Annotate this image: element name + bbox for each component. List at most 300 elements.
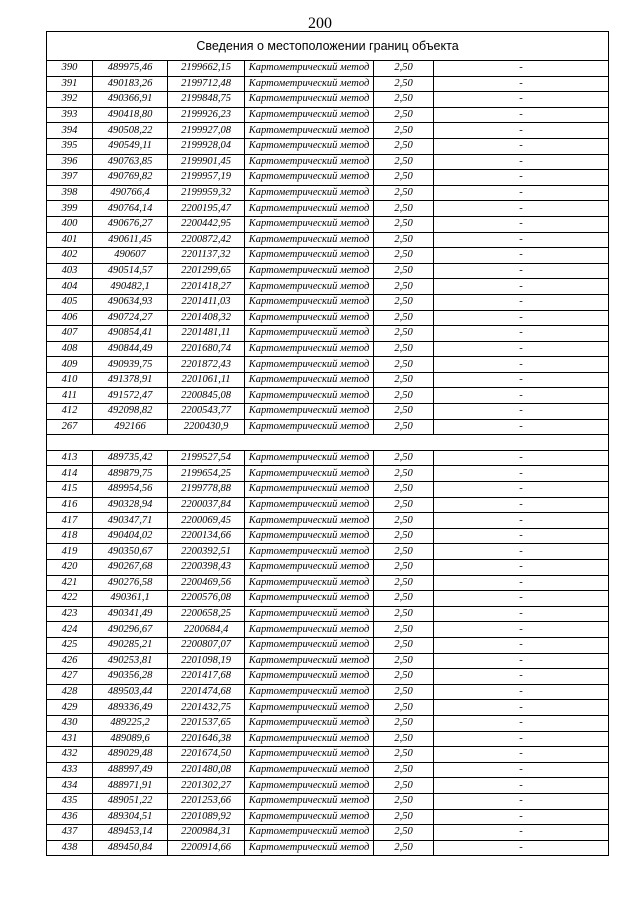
method-cell: Картометрический метод [245,575,374,591]
accuracy-cell: 2,50 [374,575,434,591]
point-number-cell: 413 [47,450,93,466]
note-cell: - [434,762,609,778]
point-number-cell: 402 [47,248,93,264]
note-cell: - [434,809,609,825]
accuracy-cell: 2,50 [374,637,434,653]
x-coordinate-cell: 489975,46 [93,61,168,77]
note-cell: - [434,138,609,154]
table-row [47,606,609,622]
point-number-cell: 403 [47,263,93,279]
y-coordinate-cell: 2200845,08 [168,388,245,404]
table-row [47,575,609,591]
note-cell: - [434,528,609,544]
accuracy-cell: 2,50 [374,560,434,576]
point-number-cell: 423 [47,606,93,622]
x-coordinate-cell: 490361,1 [93,591,168,607]
y-coordinate-cell: 2200392,51 [168,544,245,560]
method-cell: Картометрический метод [245,263,374,279]
note-cell: - [434,123,609,139]
point-number-cell: 393 [47,107,93,123]
note-cell: - [434,513,609,529]
y-coordinate-cell: 2201432,75 [168,700,245,716]
y-coordinate-cell: 2200430,9 [168,419,245,435]
method-cell: Картометрический метод [245,216,374,232]
method-cell: Картометрический метод [245,544,374,560]
method-cell: Картометрический метод [245,637,374,653]
method-cell: Картометрический метод [245,513,374,529]
table-row [47,450,609,466]
table-row [47,216,609,232]
note-cell: - [434,731,609,747]
accuracy-cell: 2,50 [374,497,434,513]
table-row [47,466,609,482]
y-coordinate-cell: 2201480,08 [168,762,245,778]
table-row [47,809,609,825]
y-coordinate-cell: 2200914,66 [168,840,245,856]
table-row [47,700,609,716]
note-cell: - [434,372,609,388]
note-cell: - [434,92,609,108]
table-row [47,715,609,731]
method-cell: Картометрический метод [245,700,374,716]
x-coordinate-cell: 489879,75 [93,466,168,482]
note-cell: - [434,310,609,326]
method-cell: Картометрический метод [245,747,374,763]
method-cell: Картометрический метод [245,232,374,248]
x-coordinate-cell: 490514,57 [93,263,168,279]
accuracy-cell: 2,50 [374,528,434,544]
table-title: Сведения о местоположении границ объекта [47,32,609,61]
point-number-cell: 267 [47,419,93,435]
table-row [47,201,609,217]
table-row [47,279,609,295]
note-cell: - [434,419,609,435]
point-number-cell: 397 [47,170,93,186]
x-coordinate-cell: 490676,27 [93,216,168,232]
note-cell: - [434,684,609,700]
y-coordinate-cell: 2199662,15 [168,61,245,77]
point-number-cell: 406 [47,310,93,326]
point-number-cell: 426 [47,653,93,669]
table-row [47,419,609,435]
x-coordinate-cell: 490404,02 [93,528,168,544]
x-coordinate-cell: 488997,49 [93,762,168,778]
method-cell: Картометрический метод [245,482,374,498]
accuracy-cell: 2,50 [374,154,434,170]
note-cell: - [434,294,609,310]
x-coordinate-cell: 490764,14 [93,201,168,217]
accuracy-cell: 2,50 [374,778,434,794]
x-coordinate-cell: 490549,11 [93,138,168,154]
y-coordinate-cell: 2199527,54 [168,450,245,466]
accuracy-cell: 2,50 [374,279,434,295]
note-cell: - [434,575,609,591]
method-cell: Картометрический метод [245,92,374,108]
accuracy-cell: 2,50 [374,341,434,357]
method-cell: Картометрический метод [245,669,374,685]
accuracy-cell: 2,50 [374,232,434,248]
x-coordinate-cell: 490350,67 [93,544,168,560]
point-number-cell: 425 [47,637,93,653]
x-coordinate-cell: 490341,49 [93,606,168,622]
y-coordinate-cell: 2200469,56 [168,575,245,591]
method-cell: Картометрический метод [245,76,374,92]
table-row [47,637,609,653]
accuracy-cell: 2,50 [374,793,434,809]
note-cell: - [434,357,609,373]
table-row [47,669,609,685]
note-cell: - [434,653,609,669]
method-cell: Картометрический метод [245,591,374,607]
y-coordinate-cell: 2201061,11 [168,372,245,388]
point-number-cell: 391 [47,76,93,92]
method-cell: Картометрический метод [245,606,374,622]
point-number-cell: 410 [47,372,93,388]
point-number-cell: 438 [47,840,93,856]
accuracy-cell: 2,50 [374,544,434,560]
method-cell: Картометрический метод [245,560,374,576]
y-coordinate-cell: 2201089,92 [168,809,245,825]
x-coordinate-cell: 490854,41 [93,326,168,342]
point-number-cell: 419 [47,544,93,560]
point-number-cell: 432 [47,747,93,763]
point-number-cell: 394 [47,123,93,139]
y-coordinate-cell: 2199901,45 [168,154,245,170]
table-row [47,528,609,544]
x-coordinate-cell: 491378,91 [93,372,168,388]
note-cell: - [434,263,609,279]
note-cell: - [434,61,609,77]
accuracy-cell: 2,50 [374,170,434,186]
method-cell: Картометрический метод [245,185,374,201]
y-coordinate-cell: 2201302,27 [168,778,245,794]
table-row [47,248,609,264]
note-cell: - [434,669,609,685]
y-coordinate-cell: 2201137,32 [168,248,245,264]
x-coordinate-cell: 490763,85 [93,154,168,170]
y-coordinate-cell: 2200807,07 [168,637,245,653]
note-cell: - [434,404,609,420]
y-coordinate-cell: 2199712,48 [168,76,245,92]
table-row [47,497,609,513]
accuracy-cell: 2,50 [374,809,434,825]
accuracy-cell: 2,50 [374,747,434,763]
x-coordinate-cell: 490267,68 [93,560,168,576]
method-cell: Картометрический метод [245,684,374,700]
y-coordinate-cell: 2200543,77 [168,404,245,420]
note-cell: - [434,778,609,794]
point-number-cell: 400 [47,216,93,232]
note-cell: - [434,715,609,731]
coordinates-table [46,31,609,856]
note-cell: - [434,248,609,264]
table-row [47,778,609,794]
y-coordinate-cell: 2201417,68 [168,669,245,685]
x-coordinate-cell: 489304,51 [93,809,168,825]
method-cell: Картометрический метод [245,809,374,825]
accuracy-cell: 2,50 [374,825,434,841]
method-cell: Картометрический метод [245,840,374,856]
note-cell: - [434,279,609,295]
note-cell: - [434,637,609,653]
table-row [47,372,609,388]
x-coordinate-cell: 490508,22 [93,123,168,139]
y-coordinate-cell: 2201408,32 [168,310,245,326]
point-number-cell: 431 [47,731,93,747]
accuracy-cell: 2,50 [374,419,434,435]
point-number-cell: 405 [47,294,93,310]
note-cell: - [434,840,609,856]
accuracy-cell: 2,50 [374,731,434,747]
method-cell: Картометрический метод [245,357,374,373]
x-coordinate-cell: 492098,82 [93,404,168,420]
y-coordinate-cell: 2199957,19 [168,170,245,186]
accuracy-cell: 2,50 [374,762,434,778]
accuracy-cell: 2,50 [374,263,434,279]
note-cell: - [434,76,609,92]
accuracy-cell: 2,50 [374,372,434,388]
point-number-cell: 398 [47,185,93,201]
point-number-cell: 430 [47,715,93,731]
table-title-row [47,32,609,61]
table-row [47,404,609,420]
table-row [47,76,609,92]
method-cell: Картометрический метод [245,778,374,794]
table-row [47,684,609,700]
accuracy-cell: 2,50 [374,466,434,482]
accuracy-cell: 2,50 [374,123,434,139]
x-coordinate-cell: 490766,4 [93,185,168,201]
table-row [47,310,609,326]
point-number-cell: 417 [47,513,93,529]
method-cell: Картометрический метод [245,731,374,747]
x-coordinate-cell: 489336,49 [93,700,168,716]
y-coordinate-cell: 2199928,04 [168,138,245,154]
accuracy-cell: 2,50 [374,591,434,607]
table-row [47,232,609,248]
accuracy-cell: 2,50 [374,357,434,373]
point-number-cell: 408 [47,341,93,357]
note-cell: - [434,341,609,357]
x-coordinate-cell: 490347,71 [93,513,168,529]
x-coordinate-cell: 488971,91 [93,778,168,794]
table-row [47,840,609,856]
accuracy-cell: 2,50 [374,216,434,232]
table-row [47,294,609,310]
table-row [47,388,609,404]
method-cell: Картометрический метод [245,107,374,123]
table-row [47,747,609,763]
accuracy-cell: 2,50 [374,310,434,326]
table-row [47,138,609,154]
x-coordinate-cell: 490285,21 [93,637,168,653]
point-number-cell: 404 [47,279,93,295]
note-cell: - [434,825,609,841]
y-coordinate-cell: 2200872,42 [168,232,245,248]
page-number: 200 [308,15,332,32]
note-cell: - [434,497,609,513]
note-cell: - [434,185,609,201]
method-cell: Картометрический метод [245,762,374,778]
method-cell: Картометрический метод [245,372,374,388]
accuracy-cell: 2,50 [374,622,434,638]
x-coordinate-cell: 490366,91 [93,92,168,108]
x-coordinate-cell: 490356,28 [93,669,168,685]
note-cell: - [434,170,609,186]
accuracy-cell: 2,50 [374,185,434,201]
accuracy-cell: 2,50 [374,76,434,92]
note-cell: - [434,388,609,404]
table-row [47,793,609,809]
point-number-cell: 409 [47,357,93,373]
table-row [47,123,609,139]
table-row [47,731,609,747]
x-coordinate-cell: 489051,22 [93,793,168,809]
x-coordinate-cell: 492166 [93,419,168,435]
x-coordinate-cell: 489735,42 [93,450,168,466]
point-number-cell: 420 [47,560,93,576]
x-coordinate-cell: 490482,1 [93,279,168,295]
x-coordinate-cell: 490253,81 [93,653,168,669]
method-cell: Картометрический метод [245,326,374,342]
table-row [47,357,609,373]
note-cell: - [434,700,609,716]
point-number-cell: 429 [47,700,93,716]
method-cell: Картометрический метод [245,279,374,295]
point-number-cell: 422 [47,591,93,607]
point-number-cell: 414 [47,466,93,482]
note-cell: - [434,606,609,622]
point-number-cell: 424 [47,622,93,638]
method-cell: Картометрический метод [245,793,374,809]
table-row [47,762,609,778]
accuracy-cell: 2,50 [374,326,434,342]
point-number-cell: 396 [47,154,93,170]
x-coordinate-cell: 489503,44 [93,684,168,700]
y-coordinate-cell: 2201674,50 [168,747,245,763]
x-coordinate-cell: 490296,67 [93,622,168,638]
note-cell: - [434,154,609,170]
note-cell: - [434,107,609,123]
table-row [47,92,609,108]
x-coordinate-cell: 490634,93 [93,294,168,310]
method-cell: Картометрический метод [245,154,374,170]
method-cell: Картометрический метод [245,123,374,139]
accuracy-cell: 2,50 [374,61,434,77]
y-coordinate-cell: 2199848,75 [168,92,245,108]
point-number-cell: 433 [47,762,93,778]
x-coordinate-cell: 489954,56 [93,482,168,498]
x-coordinate-cell: 490328,94 [93,497,168,513]
y-coordinate-cell: 2201418,27 [168,279,245,295]
note-cell: - [434,326,609,342]
point-number-cell: 401 [47,232,93,248]
x-coordinate-cell: 491572,47 [93,388,168,404]
table-row [47,653,609,669]
y-coordinate-cell: 2199926,23 [168,107,245,123]
accuracy-cell: 2,50 [374,482,434,498]
x-coordinate-cell: 489029,48 [93,747,168,763]
note-cell: - [434,747,609,763]
point-number-cell: 390 [47,61,93,77]
table-row [47,513,609,529]
accuracy-cell: 2,50 [374,684,434,700]
accuracy-cell: 2,50 [374,404,434,420]
method-cell: Картометрический метод [245,419,374,435]
y-coordinate-cell: 2201481,11 [168,326,245,342]
accuracy-cell: 2,50 [374,138,434,154]
note-cell: - [434,466,609,482]
x-coordinate-cell: 489450,84 [93,840,168,856]
note-cell: - [434,544,609,560]
x-coordinate-cell: 489089,6 [93,731,168,747]
accuracy-cell: 2,50 [374,450,434,466]
point-number-cell: 415 [47,482,93,498]
accuracy-cell: 2,50 [374,606,434,622]
note-cell: - [434,622,609,638]
accuracy-cell: 2,50 [374,700,434,716]
point-number-cell: 421 [47,575,93,591]
coordinates-table-body [47,32,609,856]
accuracy-cell: 2,50 [374,653,434,669]
point-number-cell: 428 [47,684,93,700]
method-cell: Картометрический метод [245,170,374,186]
y-coordinate-cell: 2200576,08 [168,591,245,607]
point-number-cell: 407 [47,326,93,342]
accuracy-cell: 2,50 [374,388,434,404]
table-row [47,185,609,201]
y-coordinate-cell: 2200684,4 [168,622,245,638]
point-number-cell: 427 [47,669,93,685]
method-cell: Картометрический метод [245,497,374,513]
table-row [47,154,609,170]
method-cell: Картометрический метод [245,450,374,466]
note-cell: - [434,793,609,809]
y-coordinate-cell: 2201680,74 [168,341,245,357]
point-number-cell: 437 [47,825,93,841]
y-coordinate-cell: 2201411,03 [168,294,245,310]
point-number-cell: 412 [47,404,93,420]
method-cell: Картометрический метод [245,201,374,217]
table-row [47,825,609,841]
y-coordinate-cell: 2200037,84 [168,497,245,513]
table-row [47,560,609,576]
method-cell: Картометрический метод [245,404,374,420]
note-cell: - [434,232,609,248]
x-coordinate-cell: 490183,26 [93,76,168,92]
table-row [47,341,609,357]
y-coordinate-cell: 2201872,43 [168,357,245,373]
method-cell: Картометрический метод [245,653,374,669]
table-row [47,326,609,342]
y-coordinate-cell: 2201537,65 [168,715,245,731]
y-coordinate-cell: 2201646,38 [168,731,245,747]
method-cell: Картометрический метод [245,248,374,264]
x-coordinate-cell: 489225,2 [93,715,168,731]
note-cell: - [434,560,609,576]
x-coordinate-cell: 490276,58 [93,575,168,591]
method-cell: Картометрический метод [245,138,374,154]
method-cell: Картометрический метод [245,294,374,310]
accuracy-cell: 2,50 [374,669,434,685]
table-row [47,622,609,638]
table-row [47,107,609,123]
accuracy-cell: 2,50 [374,840,434,856]
note-cell: - [434,216,609,232]
note-cell: - [434,201,609,217]
table-row [47,591,609,607]
table-row [47,61,609,77]
